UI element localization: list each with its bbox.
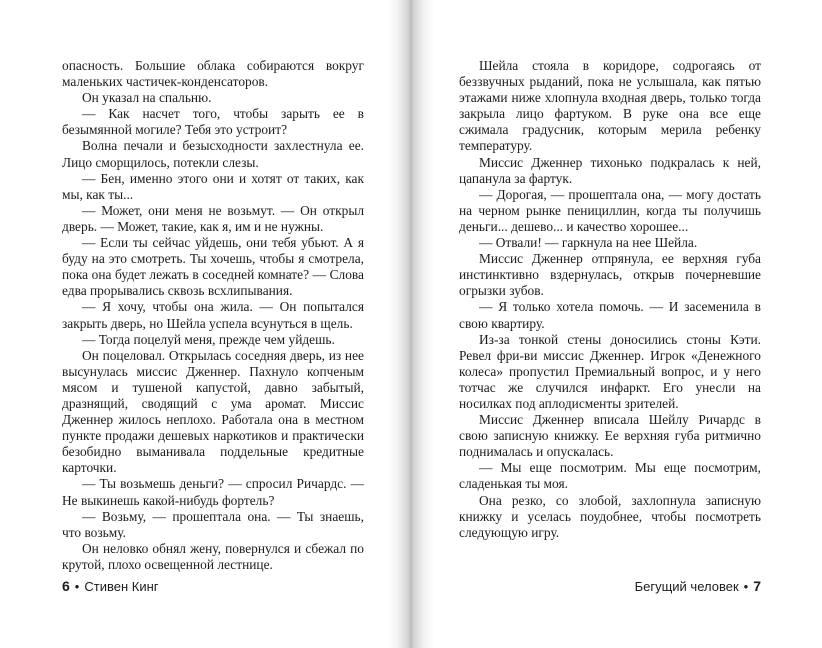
page-number: 6 [62, 578, 70, 594]
paragraph: — Мы еще посмотрим. Мы еще посмотрим, сладенькая ты моя. [459, 460, 761, 492]
running-head-author: Стивен Кинг [84, 579, 159, 594]
left-page-footer [62, 578, 159, 594]
paragraph: — Я только хотела помочь. — И засеменила в свою квартиру. [459, 299, 761, 331]
paragraph: Из-за тонкой стены доносились стоны Кэти. Ревел фри-ви миссис Дженнер. Игрок «Денежного колеса» пропустил Премиальный вопрос, и у него тотчас же случился инфаркт. Его унесли на носилках под аплодисменты зрителей. [459, 331, 761, 411]
paragraph: — Я хочу, чтобы она жила. — Он попытался закрыть дверь, но Шейла успела всунуться в щель. [62, 299, 364, 331]
paragraph: Она резко, со злобой, захлопнула записную книжку и уселась поудобнее, чтобы посмотреть следующую игру. [459, 492, 761, 540]
paragraph: опасность. Большие облака собираются вокруг маленьких частичек-конденсаторов. [62, 58, 364, 90]
right-page-text [459, 58, 761, 541]
paragraph: Он поцеловал. Открылась соседняя дверь, из нее высунулась миссис Дженнер. Пахнуло копченым мясом и тушеной капустой, давно забытый, дразнящий, сводящий с ума аромат. Миссис Дженнер жилось неплохо. Работала она в местном пункте продажи дешевых наркотиков и практически безобидно выманивала поддельные кредитные карточки. [62, 347, 364, 476]
paragraph: — Бен, именно этого они и хотят от таких, как мы, как ты... [62, 170, 364, 202]
paragraph: — Ты возьмешь деньги? — спросил Ричардс. — Не выкинешь какой-нибудь фортель? [62, 476, 364, 508]
paragraph: — Как насчет того, чтобы зарыть ее в безымянной могиле? Тебя это устроит? [62, 106, 364, 138]
paragraph: — Тогда поцелуй меня, прежде чем уйдешь. [82, 331, 335, 347]
bullet-separator: • [743, 579, 749, 594]
paragraph: Шейла стояла в коридоре, содрогаясь от беззвучных рыданий, пока не услышала, как пятью этажами ниже хлопнула входная дверь, только тогда закрыла лицо фартуком. В руке она все еще сжимала градусник, которым мерила ребенку температуру. [459, 58, 761, 154]
paragraph: Миссис Дженнер тихонько подкралась к ней, цапанула за фартук. [459, 154, 761, 186]
paragraph: Миссис Дженнер вписала Шейлу Ричардс в свою записную книжку. Ее верхняя губа ритмично поднималась и опускалась. [459, 412, 761, 460]
paragraph: — Может, они меня не возьмут. — Он открыл дверь. — Может, такие, как я, им и не нужны. [62, 202, 364, 234]
paragraph: Он неловко обнял жену, повернулся и сбежал по крутой, плохо освещенной лестнице. [62, 540, 364, 572]
bullet-separator: • [74, 579, 80, 594]
paragraph: — Дорогая, — прошептала она, — могу достать на черном рынке пенициллин, когда ты получишь деньги... дешево... и качество хорошее... [459, 186, 761, 234]
paragraph: Он указал на спальню. [82, 90, 212, 106]
paragraph: Миссис Дженнер отпрянула, ее верхняя губа инстинктивно вздернулась, открыв почерневшие огрызки зубов. [459, 251, 761, 299]
paragraph: — Отвали! — гаркнула на нее Шейла. [479, 235, 698, 251]
running-head-title: Бегущий человек [634, 579, 739, 594]
right-page-footer [635, 578, 761, 594]
left-page-text [62, 58, 364, 573]
paragraph: — Возьму, — прошептала она. — Ты знаешь, что возьму. [62, 508, 364, 540]
page-number: 7 [753, 578, 761, 594]
paragraph: — Если ты сейчас уйдешь, они тебя убьют. А я буду на это смотреть. Ты хочешь, чтобы я смотрела, пока она будет лежать в соседней комнате? — Слова едва прорывались сквозь всхлипывания. [62, 235, 364, 299]
paragraph: Волна печали и безысходности захлестнула ее. Лицо сморщилось, потекли слезы. [62, 138, 364, 170]
